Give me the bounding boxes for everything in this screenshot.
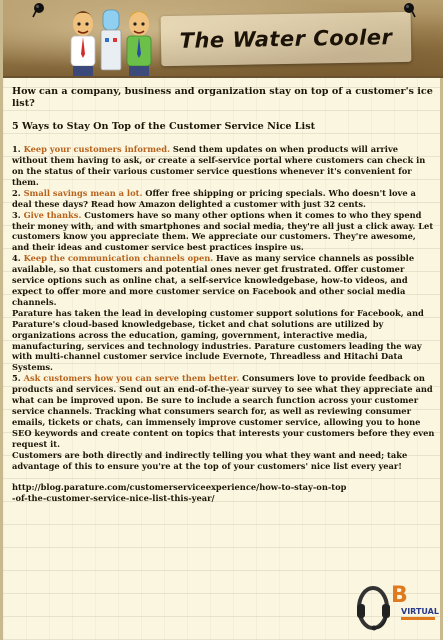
list-item xyxy=(12,210,435,254)
header-banner xyxy=(3,0,443,78)
logo-text: VIRTUAL xyxy=(401,607,439,616)
article-subheading: 5 Ways to Stay On Top of the Customer Service Nice List xyxy=(12,120,316,132)
page-title: The Water Cooler xyxy=(161,12,412,66)
item-text: Consumers love to provide feedback on products and services. Send out an end-of-the-year survey to see what they appreciate and what can be improved upon. Be sure to include a search function across your customer service channels. Tracking what consumers search for, as well as reviewing consumer emails, tickets or chats, can immensely improve customer service, allowing you to hone SEO keywords and create content on topics that interests your customers before they even request it. xyxy=(12,373,435,449)
list-item xyxy=(12,144,435,188)
pushpin-icon xyxy=(401,2,417,18)
article-question: How can a company, business and organization stay on top of a customer's ice list? xyxy=(12,86,433,110)
pushpin-icon xyxy=(31,2,47,18)
item-highlight: Keep the communication channels open. xyxy=(23,253,214,264)
item-highlight: Keep your customers informed. xyxy=(23,144,171,155)
item-number: 2. xyxy=(12,187,21,198)
cartoon-characters-icon xyxy=(61,4,161,76)
list-item xyxy=(12,253,435,308)
item-number: 4. xyxy=(12,253,21,264)
list-item xyxy=(12,373,435,449)
item-highlight: Small savings mean a lot. xyxy=(23,187,143,198)
item-highlight: Ask customers how you can serve them better. xyxy=(23,373,240,384)
headset-logo-icon xyxy=(353,574,439,634)
item-text: Offer free shipping or pricing specials. Who doesn't love a deal these days? Read how Amazon delighted a customer with just 32 cents. xyxy=(12,187,416,209)
item-highlight: Give thanks. xyxy=(23,209,82,220)
item-text: Have as many service channels as possible available, so that customers and potential ones never get frustrated. Offer customer service options such as online chat, a self-service knowledgebase, how-to videos, and expect to offer more and more customer service on Facebook and other social media channels. xyxy=(12,253,415,307)
item-text: Send them updates on when products will arrive without them having to ask, or create a self-service portal where customers can check in on the status of their various customer service questions whenever it's convenient for them. xyxy=(12,144,426,187)
source-link[interactable]: http://blog.parature.com/customerserviceexperience/how-to-stay-on-top-of-the-customer-service-nice-list-this-year/ xyxy=(12,482,347,504)
article-body xyxy=(12,86,435,504)
closing-paragraph: Customers are both directly and indirectly telling you what they want and need; take advantage of this to ensure you're at the top of your customers' nice list every year! xyxy=(12,449,408,471)
item-text: Customers have so many other options when it comes to who they spend their money with, and with smartphones and social media, they're all just a click away. Let customers know you appreciate them. We appreciate our customers. They're awesome, and their ideas and customer service best practices inspire us. xyxy=(12,209,434,253)
item-number: 3. xyxy=(12,209,21,220)
svg-text:B: B xyxy=(391,583,408,608)
list-item xyxy=(12,188,435,210)
item-number: 1. xyxy=(12,144,21,155)
spacer xyxy=(12,471,435,482)
article-paragraph: Parature has taken the lead in developing customer support solutions for Facebook, and Parature's cloud-based knowledgebase, ticket and chat solutions are utilized by organizations across the education, gaming, government, interactive media, manufacturing, services and technology industries. Parature customers leading the way with multi-channel customer service include Evernote, Threadless and Hitachi Data Systems. xyxy=(12,307,424,373)
item-number: 5. xyxy=(12,373,21,384)
